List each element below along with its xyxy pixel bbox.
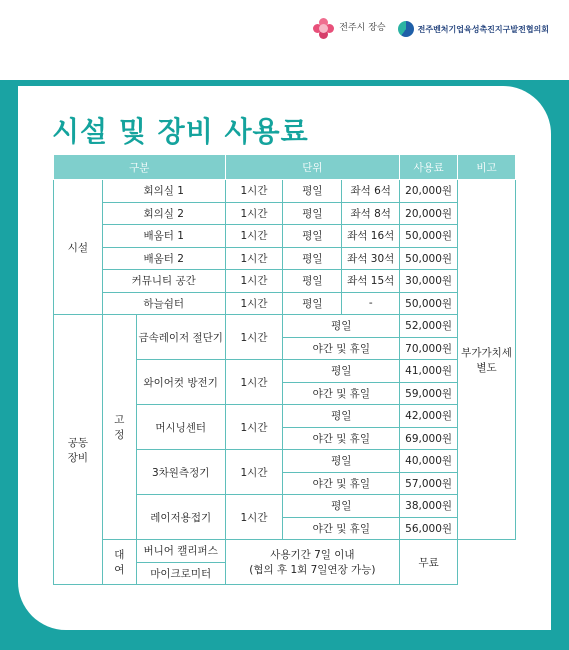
equip-fee: 56,000원 <box>400 517 458 540</box>
row-unit: 1시간 <box>225 180 283 203</box>
header-fee: 사용료 <box>400 155 458 180</box>
page-title: 시설 및 장비 사용료 <box>52 115 309 148</box>
row-fee: 20,000원 <box>400 202 458 225</box>
row-name: 배움터 1 <box>102 225 225 248</box>
header-unit: 단위 <box>225 155 400 180</box>
table-row <box>54 540 516 563</box>
row-seats: 좌석 30석 <box>342 247 400 270</box>
equip-fee: 59,000원 <box>400 382 458 405</box>
rental-label: 대 여 <box>102 540 136 585</box>
row-day: 평일 <box>283 292 342 315</box>
row-day: 평일 <box>283 180 342 203</box>
row-fee: 50,000원 <box>400 292 458 315</box>
table-row <box>54 202 516 225</box>
city-logo <box>313 18 385 40</box>
row-day: 평일 <box>283 225 342 248</box>
equip-unit: 1시간 <box>225 315 283 360</box>
equip-fee: 38,000원 <box>400 495 458 518</box>
row-unit: 1시간 <box>225 292 283 315</box>
equip-time-label: 평일 <box>283 405 400 428</box>
row-name: 커뮤니티 공간 <box>102 270 225 293</box>
row-day: 평일 <box>283 270 342 293</box>
equip-unit: 1시간 <box>225 495 283 540</box>
row-name: 회의실 2 <box>102 202 225 225</box>
equip-name: 와이어컷 방전기 <box>136 360 225 405</box>
row-seats: 좌석 8석 <box>342 202 400 225</box>
equip-time-label: 야간 및 휴일 <box>283 472 400 495</box>
equip-unit: 1시간 <box>225 450 283 495</box>
city-logo-text: 전주시 장승 <box>339 23 386 34</box>
equip-time-label: 평일 <box>283 450 400 473</box>
equip-name: 3차원측정기 <box>136 450 225 495</box>
group-equipment: 공동 장비 <box>54 315 103 585</box>
table-row <box>54 180 516 203</box>
equip-time-label: 야간 및 휴일 <box>283 382 400 405</box>
row-unit: 1시간 <box>225 247 283 270</box>
equip-unit: 1시간 <box>225 405 283 450</box>
row-fee: 20,000원 <box>400 180 458 203</box>
equip-fee: 52,000원 <box>400 315 458 338</box>
equip-name: 금속레이저 절단기 <box>136 315 225 360</box>
logo-group <box>313 18 549 40</box>
equip-fee: 40,000원 <box>400 450 458 473</box>
row-unit: 1시간 <box>225 270 283 293</box>
rental-item: 마이크로미터 <box>136 562 225 585</box>
equip-name: 머시닝센터 <box>136 405 225 450</box>
table-row <box>54 270 516 293</box>
row-name: 회의실 1 <box>102 180 225 203</box>
row-day: 평일 <box>283 247 342 270</box>
equip-time-label: 야간 및 휴일 <box>283 427 400 450</box>
table-header-row <box>54 155 516 180</box>
table-row <box>54 225 516 248</box>
row-seats: - <box>342 292 400 315</box>
fixed-label: 고 정 <box>102 315 136 540</box>
row-unit: 1시간 <box>225 202 283 225</box>
rental-item: 버니어 캘리퍼스 <box>136 540 225 563</box>
equip-fee: 69,000원 <box>400 427 458 450</box>
equip-time-label: 야간 및 휴일 <box>283 517 400 540</box>
row-name: 배움터 2 <box>102 247 225 270</box>
council-logo <box>398 21 549 37</box>
equip-time-label: 평일 <box>283 495 400 518</box>
equip-fee: 42,000원 <box>400 405 458 428</box>
council-logo-text: 전주벤처기업육성촉진지구발전협의회 <box>417 24 549 34</box>
equip-unit: 1시간 <box>225 360 283 405</box>
row-unit: 1시간 <box>225 225 283 248</box>
header-note: 비고 <box>458 155 516 180</box>
row-seats: 좌석 6석 <box>342 180 400 203</box>
row-fee: 50,000원 <box>400 247 458 270</box>
table-row <box>54 292 516 315</box>
note-cell: 부가가치세 별도 <box>458 180 516 540</box>
council-emblem-icon <box>398 21 414 37</box>
flower-icon <box>313 18 335 40</box>
header-band <box>0 0 569 80</box>
row-fee: 50,000원 <box>400 225 458 248</box>
table-row <box>54 315 516 338</box>
rental-period: 사용기간 7일 이내 (협의 후 1회 7일연장 가능) <box>225 540 400 585</box>
equip-time-label: 평일 <box>283 315 400 338</box>
equip-time-label: 평일 <box>283 360 400 383</box>
group-facility: 시설 <box>54 180 103 315</box>
fee-table <box>53 154 516 585</box>
header-category: 구분 <box>54 155 226 180</box>
equip-fee: 70,000원 <box>400 337 458 360</box>
equip-fee: 57,000원 <box>400 472 458 495</box>
equip-name: 레이저용접기 <box>136 495 225 540</box>
equip-fee: 41,000원 <box>400 360 458 383</box>
equip-time-label: 야간 및 휴일 <box>283 337 400 360</box>
row-seats: 좌석 15석 <box>342 270 400 293</box>
row-seats: 좌석 16석 <box>342 225 400 248</box>
row-day: 평일 <box>283 202 342 225</box>
rental-fee: 무료 <box>400 540 458 585</box>
row-name: 하늘쉼터 <box>102 292 225 315</box>
row-fee: 30,000원 <box>400 270 458 293</box>
table-row <box>54 247 516 270</box>
